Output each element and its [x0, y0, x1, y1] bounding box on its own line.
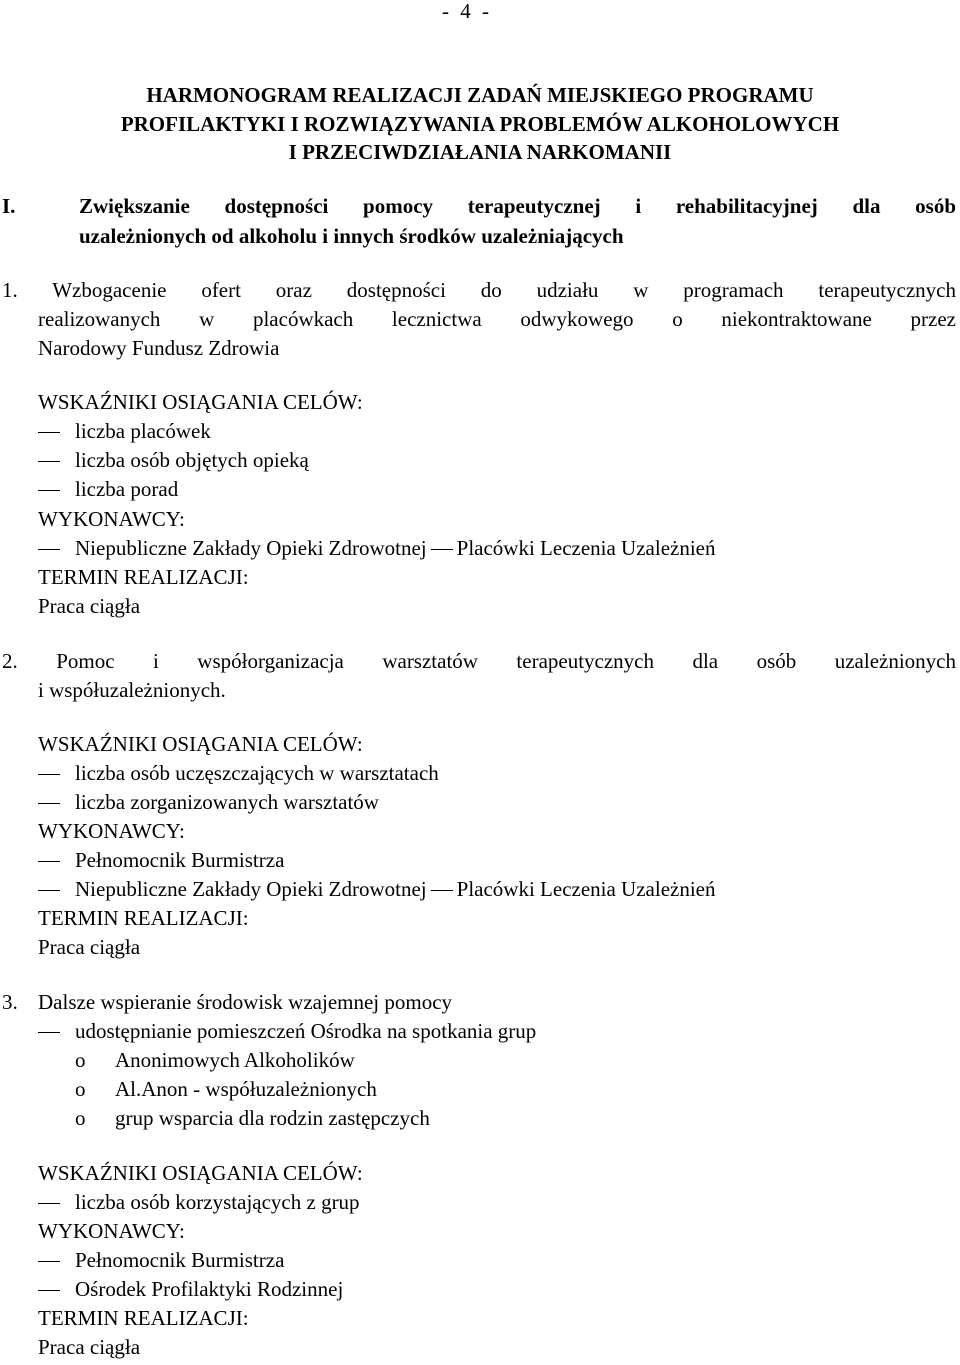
- inline-dash: [431, 890, 453, 891]
- item-3-term: Praca ciągła: [38, 1335, 141, 1359]
- item-1-line-3: Narodowy Fundusz Zdrowia: [38, 336, 280, 360]
- item-2-executor-2: [75, 875, 716, 904]
- item-3-line-1: Dalsze wspieranie środowisk wzajemnej pomocy: [38, 990, 453, 1014]
- item-3-sub: udostępnianie pomieszczeń Ośrodka na spotkania grup: [75, 1019, 537, 1043]
- item-3-group-3: grup wsparcia dla rodzin zastępczych: [115, 1106, 430, 1130]
- title-line-2: PROFILAKTYKI I ROZWIĄZYWANIA PROBLEMÓW ALKOHOLOWYCH: [120, 112, 840, 136]
- title-line-3: I PRZECIWDZIAŁANIA NARKOMANII: [288, 140, 672, 164]
- section-heading-line-1: Zwiększanie dostępności pomocy terapeutycznej i rehabilitacyjnej dla osób: [79, 194, 956, 218]
- section-heading-line-2: uzależnionych od alkoholu i innych środków uzależniających: [79, 224, 624, 248]
- bullet-o: o: [75, 1077, 86, 1101]
- item-2-term: Praca ciągła: [38, 935, 141, 959]
- dash-marker: [38, 861, 60, 862]
- item-2-executors-heading: WYKONAWCY:: [38, 819, 185, 843]
- dash-marker: [38, 890, 60, 891]
- item-1-indicator-3: liczba porad: [75, 477, 179, 501]
- item-2-line-2: i współuzależnionych.: [38, 678, 226, 702]
- item-1-term: Praca ciągła: [38, 594, 141, 618]
- dash-marker: [38, 1290, 60, 1291]
- item-2-line-1: 2. Pomoc i współorganizacja warsztatów terapeutycznych dla osób uzależnionych: [2, 649, 956, 673]
- item-2-term-heading: TERMIN REALIZACJI:: [38, 906, 249, 930]
- item-3-indicators-heading: WSKAŹNIKI OSIĄGANIA CELÓW:: [38, 1161, 363, 1185]
- dash-marker: [38, 774, 60, 775]
- item-3-term-heading: TERMIN REALIZACJI:: [38, 1306, 249, 1330]
- item-1-line-2: realizowanych w placówkach lecznictwa odwykowego o niekontraktowane przez: [38, 307, 956, 331]
- dash-marker: [38, 803, 60, 804]
- bullet-o: o: [75, 1106, 86, 1130]
- inline-dash: [431, 549, 453, 550]
- title-line-1: HARMONOGRAM REALIZACJI ZADAŃ MIEJSKIEGO PROGRAMU: [146, 83, 814, 107]
- item-2-executor-b: Placówki Leczenia Uzależnień: [456, 877, 716, 901]
- item-1-executor: [75, 534, 716, 563]
- item-1-executor-b: Placówki Leczenia Uzależnień: [456, 536, 716, 560]
- section-heading: [79, 192, 956, 221]
- bullet-o: o: [75, 1048, 86, 1072]
- item-3-executor-1: Pełnomocnik Burmistrza: [75, 1248, 285, 1272]
- item-1-line-1: 1. Wzbogacenie ofert oraz dostępności do udziału w programach terapeutycznych: [2, 278, 956, 302]
- item-3-executors-heading: WYKONAWCY:: [38, 1219, 185, 1243]
- item-3-group-1: Anonimowych Alkoholików: [115, 1048, 355, 1072]
- section-number: I.: [2, 194, 16, 218]
- page-number: - 4 -: [442, 0, 492, 23]
- item-1-term-heading: TERMIN REALIZACJI:: [38, 565, 249, 589]
- item-2-indicator-2: liczba zorganizowanych warsztatów: [75, 790, 379, 814]
- dash-marker: [38, 461, 60, 462]
- item-2-executor-a: Niepubliczne Zakłady Opieki Zdrowotnej: [75, 877, 427, 901]
- dash-marker: [38, 432, 60, 433]
- item-1-indicators-heading: WSKAŹNIKI OSIĄGANIA CELÓW:: [38, 390, 363, 414]
- item-3-group-2: Al.Anon - współuzależnionych: [115, 1077, 377, 1101]
- item-3-indicator-1: liczba osób korzystających z grup: [75, 1190, 360, 1214]
- dash-marker: [38, 1203, 60, 1204]
- dash-marker: [38, 1261, 60, 1262]
- item-2-line-1-wrap: [2, 647, 956, 676]
- item-3-number: 3.: [2, 990, 18, 1014]
- item-1-indicator-2: liczba osób objętych opieką: [75, 448, 309, 472]
- dash-marker: [38, 490, 60, 491]
- item-1-line-1-wrap: [2, 276, 956, 305]
- item-2-indicators-heading: WSKAŹNIKI OSIĄGANIA CELÓW:: [38, 732, 363, 756]
- item-2-executor-1: Pełnomocnik Burmistrza: [75, 848, 285, 872]
- item-3-executor-2: Ośrodek Profilaktyki Rodzinnej: [75, 1277, 344, 1301]
- item-1-line-2-wrap: [38, 305, 956, 334]
- dash-marker: [38, 549, 60, 550]
- item-1-indicator-1: liczba placówek: [75, 419, 211, 443]
- item-1-executors-heading: WYKONAWCY:: [38, 507, 185, 531]
- item-1-executor-a: Niepubliczne Zakłady Opieki Zdrowotnej: [75, 536, 427, 560]
- dash-marker: [38, 1032, 60, 1033]
- item-2-indicator-1: liczba osób uczęszczających w warsztatach: [75, 761, 439, 785]
